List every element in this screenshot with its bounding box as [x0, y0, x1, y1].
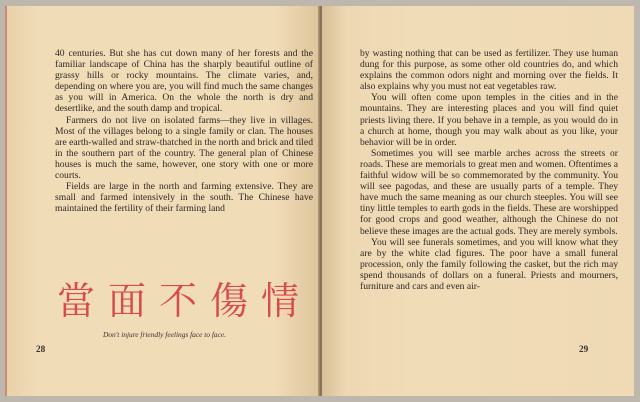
right-page	[322, 6, 634, 396]
paragraph: You will see funerals sometimes, and you will know what they are by the white clad figures. The poor have a small funeral procession, only the family following the casket, but the rich may spend thousands of dollars on a funeral. Priests and mourners, furniture and cars and even air-	[360, 236, 618, 292]
chinese-proverb-characters: 當面不傷情	[57, 279, 313, 323]
paragraph: You will often come upon temples in the cities and in the mountains. They are interesting places and you will find quiet priests living there. If you behave in a temple, as you would do in a church at home, though you may walk about as you like, your behavior will be in order.	[360, 92, 618, 148]
paragraph: Fields are large in the north and farming extensive. They are small and farmed intensively in the south. The Chinese have maintained the fertility of their farming land	[55, 181, 313, 215]
paragraph: Sometimes you will see marble arches across the streets or roads. These are memorials to great men and women. Oftentimes a faithful widow will be so commemorated by the community. You will see pagodas, and these are usually parts of a temple. They have much the same meaning as our church steeples. You will see tiny little temples to earth gods in the fields. These are worshipped for good crops and good weather, although the Chinese do not believe these images are the actual gods. They are merely symbols.	[360, 147, 618, 237]
left-page	[5, 6, 321, 396]
page-number: 29	[579, 344, 589, 354]
paragraph: by wasting nothing that can be used as fertilizer. They use human dung for this purpose, as some other old countries do, and which explains the common odors night and morning over the fields. It also explains why you must not eat vegetables raw.	[360, 48, 618, 93]
right-page-body	[360, 48, 618, 292]
page-number: 28	[36, 344, 46, 354]
paragraph: 40 centuries. But she has cut down many of her forests and the familiar landscape of China has the sharply beautiful outline of grassy hills or rocky mountains. The climate varies, and, depending on where you are, you will find much the same changes as you will in America. On the whole the north is dry and desertlike, and the south damp and tropical.	[55, 48, 313, 115]
paragraph: Farmers do not live on isolated farms—they live in villages. Most of the villages belong to a single family or clan. The houses are earth-walled and straw-thatched in the north and brick and tiled in the southern part of the country. The general plan of Chinese houses is much the same, however, one story with one or more courts.	[55, 114, 313, 182]
left-page-body	[55, 48, 313, 214]
proverb-caption: Don't injure friendly feelings face to face.	[103, 330, 227, 339]
